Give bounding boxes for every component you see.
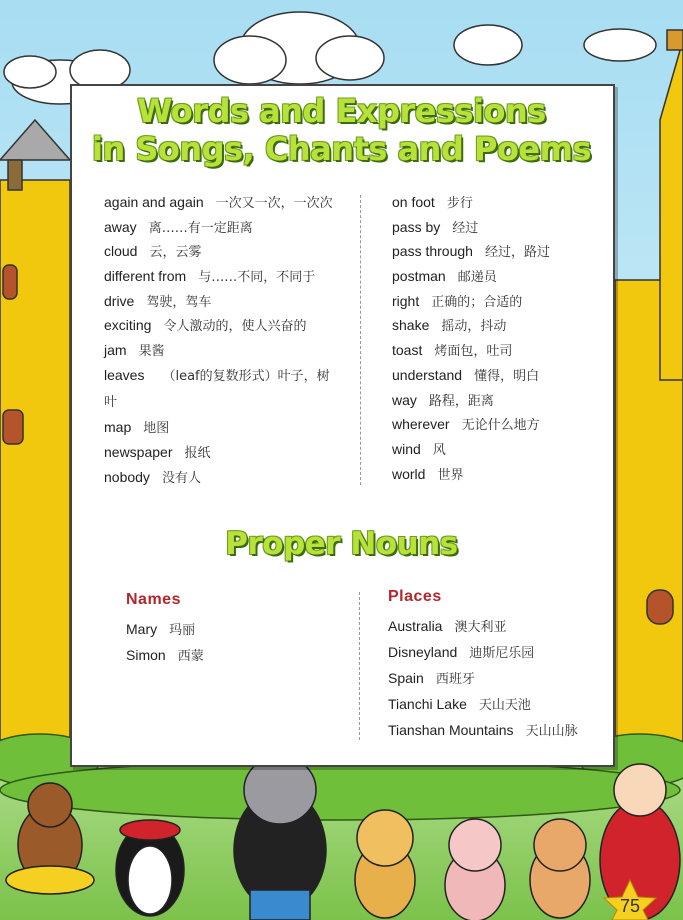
section-title-line2: in Songs, Chants and Poems <box>91 130 592 168</box>
place-entry: Spain 西班牙 <box>388 670 475 687</box>
proper-nouns-title: Proper Nouns <box>225 526 458 562</box>
word-entry: wherever 无论什么地方 <box>392 416 540 434</box>
word-entry: exciting 令人激动的，使人兴奋的 <box>104 317 307 335</box>
places-heading: Places <box>388 588 442 605</box>
word-entry: newspaper 报纸 <box>104 443 211 461</box>
word-entry: away 离……有一定距离 <box>104 218 253 236</box>
word-entry: pass through 经过，路过 <box>392 243 550 261</box>
page-number: 75 <box>619 896 641 916</box>
place-entry: Australia 澳大利亚 <box>388 618 507 635</box>
word-entry: world 世界 <box>392 465 464 483</box>
word-entry: jam 果酱 <box>104 342 165 360</box>
word-entry: wind 风 <box>392 440 446 458</box>
word-entry: leaves （leaf的复数形式）叶子，树叶 <box>104 366 330 410</box>
word-list-left <box>104 190 354 489</box>
word-entry: pass by 经过 <box>392 218 479 236</box>
word-entry: toast 烤面包，吐司 <box>392 342 513 360</box>
place-entry: Tianchi Lake 天山天池 <box>388 696 531 713</box>
word-list-right <box>392 190 602 486</box>
cloud-right <box>454 25 656 65</box>
word-entry: nobody 没有人 <box>104 468 201 486</box>
word-entry: again and again 一次又一次，一次次 <box>104 194 333 211</box>
word-entry: right 正确的；合适的 <box>392 292 523 310</box>
word-entry: postman 邮递员 <box>392 268 497 286</box>
name-entry: Mary 玛丽 <box>126 621 196 638</box>
word-entry: way 路程，距离 <box>392 391 494 409</box>
name-entry: Simon 西蒙 <box>126 647 204 664</box>
word-entry: shake 摇动，抖动 <box>392 317 507 335</box>
place-entry: Disneyland 迪斯尼乐园 <box>388 644 535 661</box>
word-entry: understand 懂得，明白 <box>392 366 540 384</box>
proper-nouns-divider <box>359 592 360 740</box>
word-entry: cloud 云，云雾 <box>104 243 202 261</box>
names-heading: Names <box>126 591 181 608</box>
names-list <box>126 616 204 668</box>
column-divider <box>360 195 361 485</box>
cloud-top-center <box>214 12 384 84</box>
places-list <box>388 613 578 743</box>
place-entry: Tianshan Mountains 天山山脉 <box>388 722 578 739</box>
word-entry: on foot 步行 <box>392 194 473 211</box>
word-entry: different from 与……不同，不同于 <box>104 268 316 286</box>
word-entry: map 地图 <box>104 419 170 437</box>
section-title-line1: Words and Expressions <box>137 92 546 130</box>
building-left <box>0 120 70 740</box>
word-entry: drive 驾驶，驾车 <box>104 292 212 310</box>
